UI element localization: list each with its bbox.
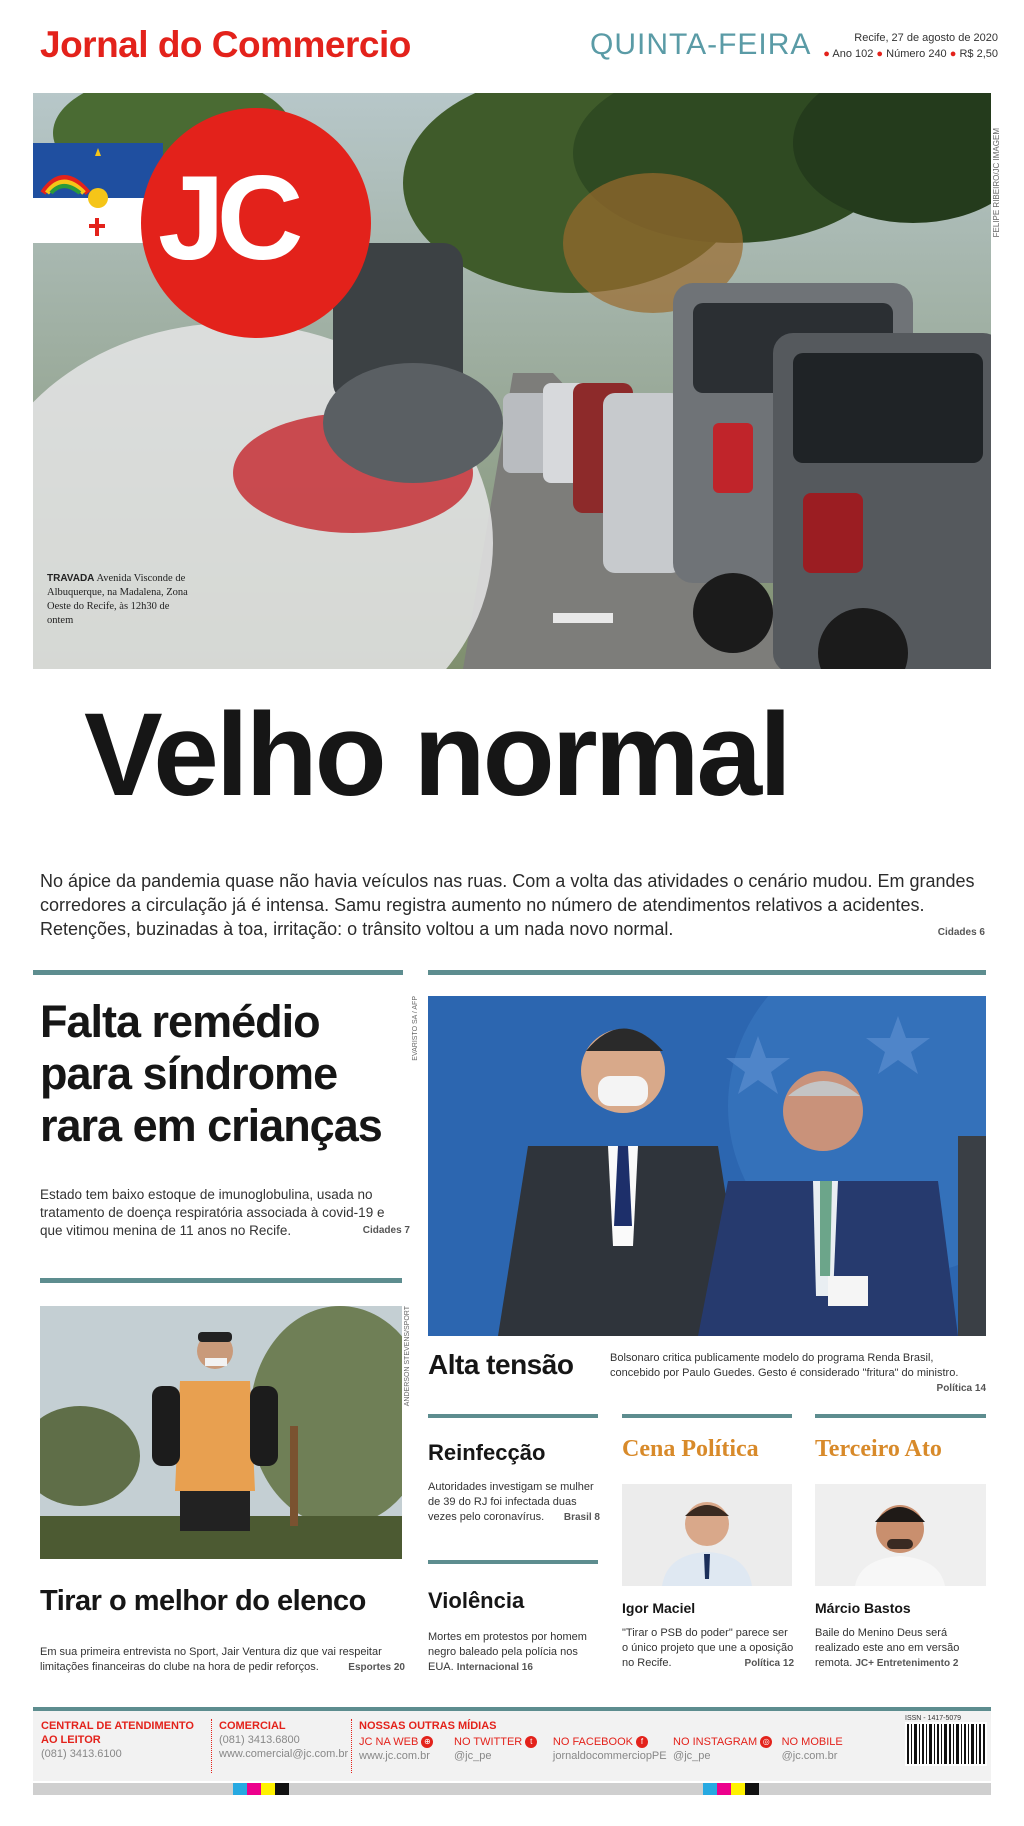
masthead-meta	[808, 30, 998, 62]
black-swatch	[745, 1783, 759, 1795]
column-terceiro-title[interactable]: Terceiro Ato	[815, 1436, 942, 1462]
divider-rule	[428, 970, 986, 975]
story-elenco-deck-text: Em sua primeira entrevista no Sport, Jair Ventura diz que vai respeitar limitações financeiras do clube na hora de pedir reforços.	[40, 1646, 382, 1673]
footer-comercial-email[interactable]: www.comercial@jc.com.br	[219, 1748, 349, 1760]
story-elenco-section: Esportes 20	[348, 1662, 405, 1673]
column-cena-deck-text: "Tirar o PSB do poder" parece ser o único projeto que une a oposição no Recife.	[622, 1627, 794, 1669]
black-swatch	[275, 1783, 289, 1795]
main-deck-text: No ápice da pandemia quase não havia veículos nas ruas. Com a volta das atividades o cenário mudou. Em grandes corredores a circulação já é intensa. Samu registra aumento no número de atendimentos relativos a acidentes. Retenções, buzinadas à toa, irritação: o trânsito voltou a um nada novo normal.	[40, 871, 975, 939]
divider-rule	[428, 1560, 598, 1564]
column-cena-section: Política 12	[744, 1658, 794, 1669]
footer-media-twitter[interactable]: NO TWITTER t @jc_pe	[454, 1735, 547, 1763]
cyan-swatch	[703, 1783, 717, 1795]
masthead-price: R$ 2,50	[959, 48, 998, 60]
footer-media-web[interactable]: JC NA WEB ⊕ www.jc.com.br	[359, 1735, 448, 1763]
story-tensao-deck	[610, 1351, 986, 1396]
issn: ISSN - 1417-5079	[905, 1715, 962, 1722]
masthead-weekday: QUINTA-FEIRA	[590, 28, 812, 61]
politicians-photo	[428, 996, 986, 1336]
divider-rule	[815, 1414, 986, 1418]
column-terceiro-deck	[815, 1626, 987, 1671]
story-remedio-deck	[40, 1186, 410, 1240]
columnist-portrait	[815, 1484, 986, 1586]
divider-rule	[40, 1278, 402, 1283]
hero-caption-text: Avenida Visconde de Albuquerque, na Madalena, Zona Oeste do Recife, às 12h30 de ontem	[47, 573, 188, 626]
story-elenco-deck	[40, 1645, 405, 1675]
footer-media-mobile[interactable]: NO MOBILE @jc.com.br	[781, 1736, 843, 1762]
divider-rule	[33, 970, 403, 975]
story-tensao-deck-text: Bolsonaro critica publicamente modelo do programa Renda Brasil, concebido por Paulo Guedes. Gesto é considerado "fritura" do ministro.	[610, 1352, 959, 1379]
footer-comercial	[219, 1719, 349, 1761]
twitter-icon: t	[525, 1736, 537, 1748]
facebook-icon: f	[636, 1736, 648, 1748]
barcode-icon	[905, 1722, 987, 1766]
columnist-portrait	[622, 1484, 792, 1586]
column-cena-photo	[622, 1484, 792, 1586]
divider-rule	[428, 1414, 598, 1418]
instagram-icon: ◎	[760, 1736, 772, 1748]
hero-caption-lead: TRAVADA	[47, 573, 95, 584]
footer-central-phone[interactable]: (081) 3413.6100	[41, 1748, 122, 1760]
magenta-swatch	[717, 1783, 731, 1795]
story-violencia-deck-text: Mortes em protestos por homem negro baleado pela polícia nos EUA.	[428, 1631, 587, 1673]
masthead-number: Número 240	[886, 48, 947, 60]
footer-central-label: CENTRAL DE ATENDIMENTO AO LEITOR	[41, 1720, 194, 1746]
politicians-photo-credit: EVARISTO SA / AFP	[412, 996, 419, 1061]
story-tensao-section: Política 14	[936, 1383, 986, 1394]
masthead-year: Ano 102	[832, 48, 874, 60]
column-cena-title[interactable]: Cena Política	[622, 1436, 759, 1462]
hero-caption	[47, 572, 197, 628]
story-violencia-headline[interactable]: Violência	[428, 1588, 525, 1613]
magenta-swatch	[247, 1783, 261, 1795]
story-violencia-deck	[428, 1630, 600, 1675]
masthead-date: Recife, 27 de agosto de 2020	[854, 32, 998, 44]
column-cena-deck	[622, 1626, 794, 1671]
masthead-title: Jornal do Commercio	[40, 24, 411, 65]
globe-icon: ⊕	[421, 1736, 433, 1748]
column-cena-name: Igor Maciel	[622, 1600, 696, 1616]
footer-bar	[33, 1707, 991, 1781]
footer-separator	[211, 1719, 212, 1773]
jc-logo-text: JC	[158, 151, 296, 285]
story-remedio-section: Cidades 7	[362, 1225, 410, 1236]
footer-media-instagram[interactable]: NO INSTAGRAM ◎ @jc_pe	[673, 1735, 776, 1763]
story-remedio-deck-text: Estado tem baixo estoque de imunoglobulina, usada no tratamento de doença respiratória associada à covid-19 e que vitimou menina de 11 anos no Recife.	[40, 1187, 385, 1238]
story-reinfeccao-section: Brasil 8	[563, 1512, 600, 1523]
story-reinfeccao-deck	[428, 1480, 600, 1525]
politicians-illustration	[428, 996, 986, 1336]
bottom-color-bar	[33, 1783, 991, 1795]
footer-media-facebook[interactable]: NO FACEBOOK f jornaldocommerciopPE	[552, 1736, 667, 1762]
footer-media-label: NOSSAS OUTRAS MÍDIAS	[359, 1720, 497, 1732]
footer-comercial-phone[interactable]: (081) 3413.6800	[219, 1734, 300, 1746]
football-player-illustration	[40, 1306, 402, 1559]
football-photo-credit: ANDERSON STEVENS/SPORT	[404, 1306, 411, 1407]
story-reinfeccao-headline[interactable]: Reinfecção	[428, 1440, 546, 1465]
column-terceiro-name: Márcio Bastos	[815, 1600, 911, 1616]
main-headline[interactable]: Velho normal	[84, 689, 789, 821]
cyan-swatch	[233, 1783, 247, 1795]
divider-rule	[622, 1414, 792, 1418]
football-photo	[40, 1306, 402, 1559]
column-terceiro-photo	[815, 1484, 986, 1586]
story-remedio-headline[interactable]: Falta remédio para síndrome rara em crianças	[40, 996, 382, 1151]
footer-separator	[351, 1719, 352, 1773]
footer-media	[359, 1719, 859, 1763]
main-deck	[40, 869, 985, 945]
masthead-issue: ● Ano 102 ● Número 240 ● R$ 2,50	[823, 48, 998, 60]
main-section: Cidades 6	[937, 927, 985, 938]
yellow-swatch	[261, 1783, 275, 1795]
story-violencia-section: Internacional 16	[456, 1662, 533, 1673]
story-reinfeccao-deck-text: Autoridades investigam se mulher de 39 do RJ foi infectada duas vezes pelo coronavírus.	[428, 1481, 594, 1523]
footer-comercial-label: COMERCIAL	[219, 1720, 286, 1732]
footer-central	[41, 1719, 206, 1761]
yellow-swatch	[731, 1783, 745, 1795]
story-elenco-headline[interactable]: Tirar o melhor do elenco	[40, 1585, 366, 1617]
column-terceiro-section: JC+ Entretenimento 2	[855, 1658, 959, 1669]
story-tensao-headline[interactable]: Alta tensão	[428, 1349, 574, 1380]
barcode	[905, 1715, 987, 1771]
hero-photo-credit: FELIPE RIBEIRO/JC IMAGEM	[992, 128, 1001, 238]
column-terceiro-deck-text: Baile do Menino Deus será realizado este ano em versão remota.	[815, 1627, 960, 1669]
